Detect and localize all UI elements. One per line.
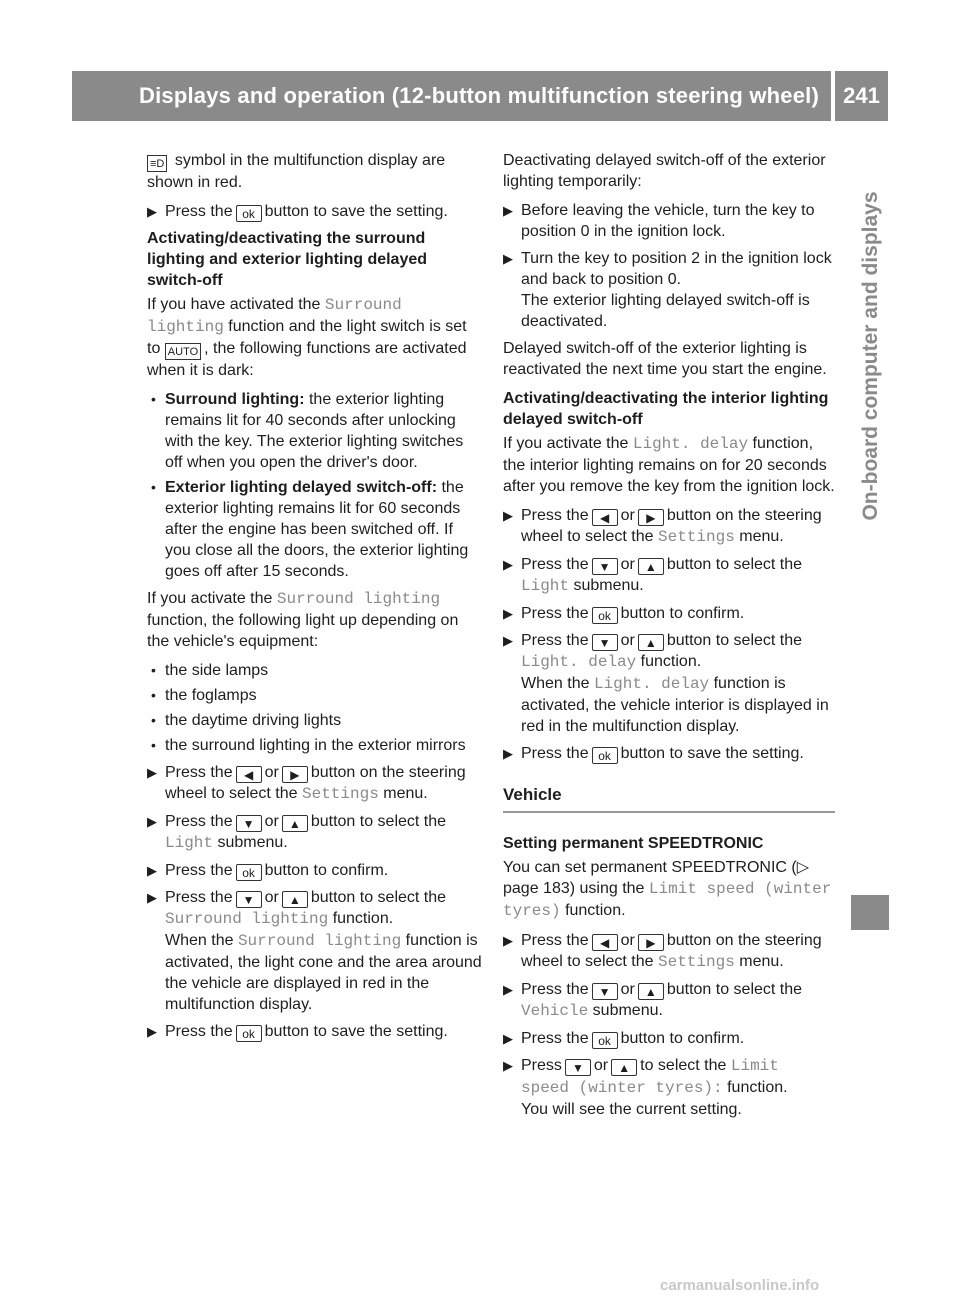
step-save-setting: ▶ Press the ok button to save the setting.	[147, 203, 448, 221]
paragraph-surround-intro: If you have activated the Surround lighting function and the light switch is set to AUTO , the following functions are activated when it is dark:	[147, 296, 467, 379]
step-arrow-icon: ▶	[503, 606, 513, 621]
ok-key-icon: ok	[592, 747, 618, 764]
left-key-icon: ◀	[592, 934, 618, 951]
page-ref-icon: ▷	[796, 859, 810, 876]
ok-key-icon: ok	[592, 1032, 618, 1049]
down-key-icon: ▼	[592, 983, 618, 1000]
bullet-icon: •	[151, 662, 156, 678]
up-key-icon: ▲	[611, 1059, 637, 1076]
step-save-setting: ▶ Press the ok button to save the setting.	[147, 1023, 448, 1041]
step-arrow-icon: ▶	[503, 1058, 513, 1073]
step-select-vehicle: ▶ Press the ▼ or ▲ button to select the Vehicle submenu.	[503, 981, 803, 1020]
up-key-icon: ▲	[638, 983, 664, 1000]
step-arrow-icon: ▶	[503, 933, 513, 948]
step-select-surround: ▶ Press the ▼ or ▲ button to select the Surround lighting function. When the Surround lighting function is activated, the light cone and the area around the vehicle are displayed in red in the multifunction display.	[147, 889, 482, 1013]
bullet-icon: •	[151, 712, 156, 728]
step-arrow-icon: ▶	[503, 633, 513, 648]
list-item: • the foglamps	[151, 687, 257, 704]
right-key-icon: ▶	[638, 934, 664, 951]
down-key-icon: ▼	[592, 558, 618, 575]
step-select-settings: ▶ Press the ◀ or ▶ button on the steering wheel to select the Settings menu.	[147, 764, 466, 803]
paragraph-reactivated: Delayed switch-off of the exterior lighting is reactivated the next time you start the engine.	[503, 340, 827, 378]
step-confirm: ▶ Press the ok button to confirm.	[503, 1030, 745, 1048]
step-confirm: ▶ Press the ok button to confirm.	[503, 605, 745, 623]
bullet-exterior-delayed: • Exterior lighting delayed switch-off: the exterior lighting remains lit for 60 seconds after the engine has been switched off. If you close all the doors, the exterior lighting goes off after 15 seconds.	[151, 479, 469, 580]
right-column	[503, 150, 835, 1126]
down-key-icon: ▼	[236, 815, 262, 832]
right-key-icon: ▶	[282, 766, 308, 783]
intro-paragraph: ≡D symbol in the multifunction display are shown in red.	[147, 152, 446, 191]
step-select-light: ▶ Press the ▼ or ▲ button to select the Light submenu.	[147, 813, 447, 852]
step-arrow-icon: ▶	[503, 557, 513, 572]
step-arrow-icon: ▶	[147, 765, 157, 780]
left-key-icon: ◀	[592, 509, 618, 526]
heading-interior-lighting: Activating/deactivating the interior lighting delayed switch-off	[503, 390, 829, 428]
list-item: • the side lamps	[151, 662, 269, 679]
ok-key-icon: ok	[236, 864, 262, 881]
ok-key-icon: ok	[592, 607, 618, 624]
up-key-icon: ▲	[282, 815, 308, 832]
step-select-settings: ▶ Press the ◀ or ▶ button on the steering wheel to select the Settings menu.	[503, 932, 822, 971]
step-arrow-icon: ▶	[503, 203, 513, 218]
left-column	[147, 150, 482, 1048]
section-title-vehicle: Vehicle	[503, 784, 835, 813]
step-arrow-icon: ▶	[503, 508, 513, 523]
up-key-icon: ▲	[638, 558, 664, 575]
step-arrow-icon: ▶	[147, 890, 157, 905]
header-title: Displays and operation (12-button multifunction steering wheel)	[72, 71, 831, 121]
step-arrow-icon: ▶	[503, 746, 513, 761]
page-number: 241	[835, 71, 888, 121]
right-key-icon: ▶	[638, 509, 664, 526]
step-before-leaving: ▶ Before leaving the vehicle, turn the key to position 0 in the ignition lock.	[503, 202, 815, 240]
side-marker	[851, 895, 889, 930]
auto-key-icon: AUTO	[165, 343, 201, 360]
down-key-icon: ▼	[236, 891, 262, 908]
step-arrow-icon: ▶	[503, 1031, 513, 1046]
step-turn-key: ▶ Turn the key to position 2 in the ignition lock and back to position 0. The exterior lighting delayed switch-off is deactivated.	[503, 250, 832, 330]
light-symbol-icon: ≡D	[147, 155, 167, 172]
step-select-light: ▶ Press the ▼ or ▲ button to select the Light submenu.	[503, 556, 803, 595]
bullet-icon: •	[151, 391, 156, 407]
heading-speedtronic: Setting permanent SPEEDTRONIC	[503, 835, 764, 852]
up-key-icon: ▲	[282, 891, 308, 908]
step-select-light-delay: ▶ Press the ▼ or ▲ button to select the Light. delay function. When the Light. delay function is activated, the vehicle interior is displayed in red in the multifunction display.	[503, 632, 829, 735]
step-arrow-icon: ▶	[147, 863, 157, 878]
list-item: • the surround lighting in the exterior mirrors	[151, 737, 466, 754]
step-arrow-icon: ▶	[147, 814, 157, 829]
heading-surround-lighting: Activating/deactivating the surround lighting and exterior lighting delayed switch-off	[147, 230, 428, 289]
step-arrow-icon: ▶	[503, 251, 513, 266]
ok-key-icon: ok	[236, 1025, 262, 1042]
step-select-settings: ▶ Press the ◀ or ▶ button on the steering wheel to select the Settings menu.	[503, 507, 822, 546]
bullet-icon: •	[151, 687, 156, 703]
step-select-limit-speed: ▶ Press ▼ or ▲ to select the Limit speed (winter tyres): function. You will see the current setting.	[503, 1057, 788, 1118]
paragraph-speedtronic: You can set permanent SPEEDTRONIC (▷ page 183) using the Limit speed (winter tyres) function.	[503, 859, 832, 920]
bullet-surround-lighting: • Surround lighting: the exterior lighting remains lit for 40 seconds after unlocking with the key. The exterior lighting switches off when you open the driver's door.	[151, 391, 464, 471]
up-key-icon: ▲	[638, 634, 664, 651]
left-key-icon: ◀	[236, 766, 262, 783]
step-arrow-icon: ▶	[503, 982, 513, 997]
paragraph-light-delay: If you activate the Light. delay function, the interior lighting remains on for 20 seconds after you remove the key from the ignition lock.	[503, 435, 835, 495]
side-tab-label: On-board computer and displays	[859, 191, 882, 521]
down-key-icon: ▼	[592, 634, 618, 651]
down-key-icon: ▼	[565, 1059, 591, 1076]
paragraph-deactivate-temp: Deactivating delayed switch-off of the exterior lighting temporarily:	[503, 152, 826, 190]
bullet-icon: •	[151, 479, 156, 495]
paragraph-surround-activate: If you activate the Surround lighting function, the following light up depending on the vehicle's equipment:	[147, 590, 459, 650]
list-item: • the daytime driving lights	[151, 712, 342, 729]
step-arrow-icon: ▶	[147, 1024, 157, 1039]
step-save-setting: ▶ Press the ok button to save the setting.	[503, 745, 804, 763]
step-arrow-icon: ▶	[147, 204, 157, 219]
ok-key-icon: ok	[236, 205, 262, 222]
bullet-icon: •	[151, 737, 156, 753]
step-confirm: ▶ Press the ok button to confirm.	[147, 862, 389, 880]
watermark: carmanualsonline.info	[660, 1277, 820, 1294]
